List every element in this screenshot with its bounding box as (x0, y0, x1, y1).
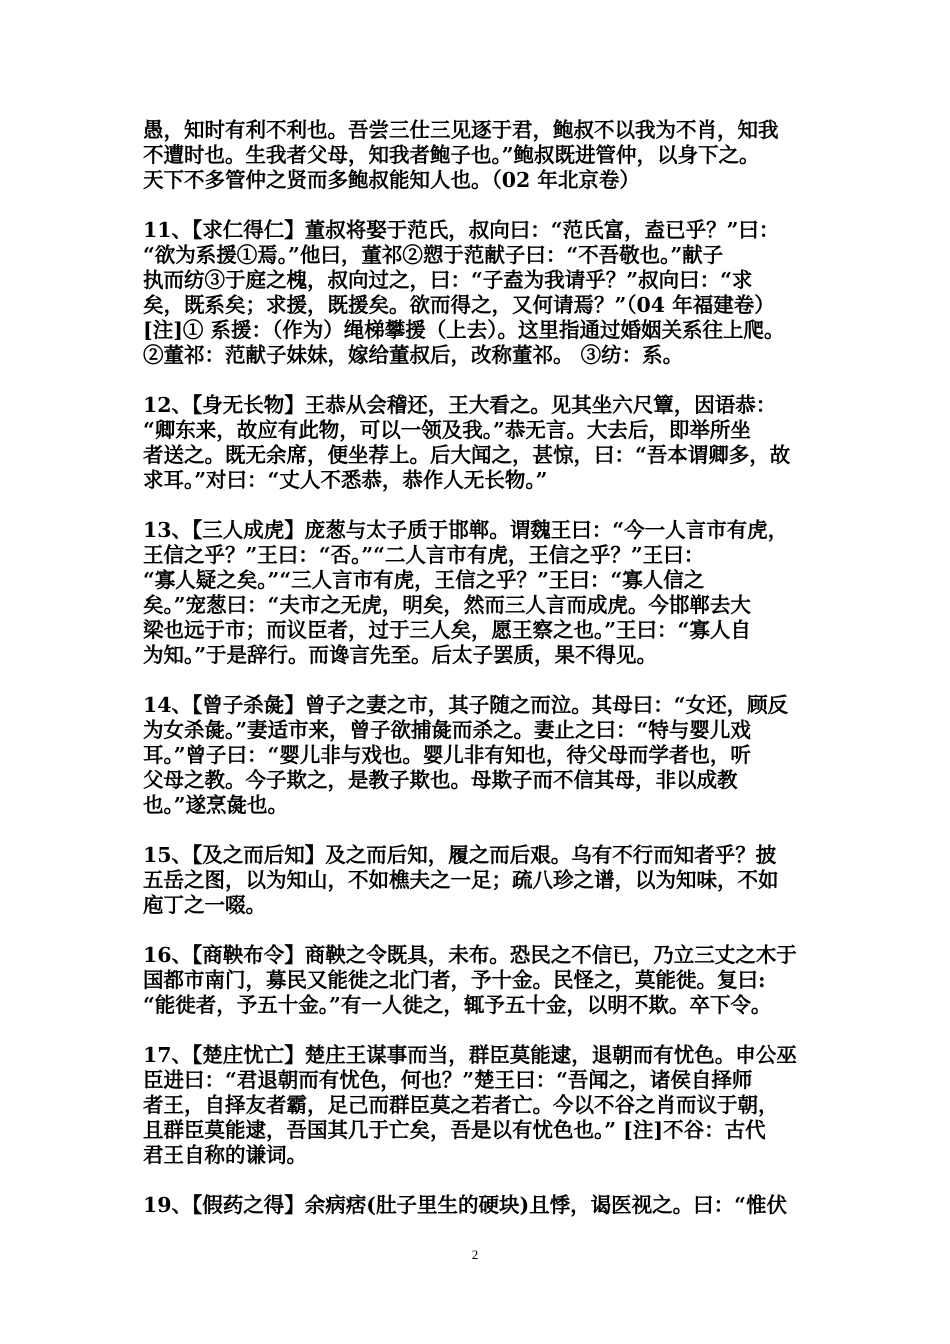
text-line: 16、【商鞅布令】商鞅之令既具，未布。恐民之不信已，乃立三丈之木于 (143, 943, 797, 967)
text-line: 者王，自择友者霸，足己而群臣莫之若者亡。今以不谷之肖而议于朝， (143, 1093, 779, 1117)
text-line: 为知。”于是辞行。而谗言先至。后太子罢质，果不得见。 (143, 643, 658, 667)
paragraph-p-11 (143, 218, 811, 368)
text-line: 12、【身无长物】王恭从会稽还，王大看之。见其坐六尺簟，因语恭： (143, 393, 777, 417)
text-line: 19、【假药之得】余病痞(肚子里生的硬块)且悸，谒医视之。曰：“惟伏 (143, 1193, 787, 1217)
text-line: 臣进曰：“君退朝而有忧色，何也？”楚王曰：“吾闻之，诸侯自择师 (143, 1068, 753, 1092)
text-line: 庖丁之一啜。 (143, 893, 266, 917)
text-line: 求耳。”对曰：“丈人不悉恭，恭作人无长物。” (143, 468, 548, 492)
paragraph-p-15 (143, 843, 811, 918)
text-line: 13、【三人成虎】庞葱与太子质于邯郸。谓魏王曰：“今一人言市有虎， (143, 518, 789, 542)
text-line: [注]① 系援：（作为）绳梯攀援（上去）。这里指通过婚姻关系往上爬。 (143, 318, 785, 342)
text-line: 天下不多管仲之贤而多鲍叔能知人也。（02 年北京卷） (143, 168, 640, 192)
text-line: “能徙者，予五十金。”有一人徙之，辄予五十金，以明不欺。卒下令。 (143, 993, 772, 1017)
text-line: 17、【楚庄忧亡】楚庄王谋事而当，群臣莫能逮，退朝而有忧色。申公巫 (143, 1043, 797, 1067)
text-line: 14、【曾子杀彘】曾子之妻之市，其子随之而泣。其母曰：“女还，顾反 (143, 693, 789, 717)
paragraph-p-19 (143, 1193, 811, 1218)
text-line: 也。”遂烹彘也。 (143, 793, 289, 817)
text-line: 矣。”宠葱曰：“夫市之无虎，明矣，然而三人言而成虎。今邯郸去大 (143, 593, 751, 617)
text-line: 15、【及之而后知】及之而后知，履之而后艰。乌有不行而知者乎？披 (143, 843, 777, 867)
text-line: 国都市南门，募民又能徙之北门者，予十金。民怪之，莫能徙。复曰: (143, 968, 766, 992)
paragraph-p-16 (143, 943, 811, 1018)
text-line: 者送之。既无余席，便坐荐上。后大闻之，甚惊，曰：“吾本谓卿多，故 (143, 443, 791, 467)
text-line: 父母之教。今子欺之，是教子欺也。母欺子而不信其母，非以成教 (143, 768, 738, 792)
text-line: 11、【求仁得仁】董叔将娶于范氏，叔向曰：“范氏富，盍已乎？”曰： (143, 218, 780, 242)
page-number: 2 (471, 1247, 479, 1262)
text-line: 不遭时也。生我者父母，知我者鲍子也。”鲍叔既进管仲，以身下之。 (143, 143, 760, 167)
paragraph-p-12 (143, 393, 811, 493)
paragraph-p-13 (143, 518, 811, 668)
text-line: 王信之乎？”王曰：“否。”“二人言市有虎，王信之乎？”王曰： (143, 543, 705, 567)
text-line: 且群臣莫能逮，吾国其几于亡矣，吾是以有忧色也。” [注]不谷：古代 (143, 1118, 766, 1142)
text-line: 梁也远于市；而议臣者，过于三人矣，愿王察之也。”王曰：“寡人自 (143, 618, 751, 642)
text-line: 执而纺③于庭之槐，叔向过之，曰：“子盍为我请乎？”叔向曰：“求 (143, 268, 753, 292)
text-line: “欲为系援①焉。”他曰，董祁②愬于范献子曰：“不吾敬也。”献子 (143, 243, 724, 267)
paragraph-p-14 (143, 693, 811, 818)
text-line: ②董祁：范献子妹妹，嫁给董叔后，改称董祁。 ③纺：系。 (143, 343, 684, 367)
text-line: 矣，既系矣；求援，既援矣。欲而得之，又何请焉？”（04 年福建卷） (143, 293, 775, 317)
document-page (143, 118, 811, 1243)
text-line: “寡人疑之矣。”“三人言市有虎，王信之乎？”王曰：“寡人信之 (143, 568, 705, 592)
text-line: 为女杀彘。”妻适市来，曾子欲捕彘而杀之。妻止之曰：“特与婴儿戏 (143, 718, 751, 742)
text-line: 君王自称的谦词。 (143, 1143, 307, 1167)
text-line: “卿东来，故应有此物，可以一领及我。”恭无言。大去后，即举所坐 (143, 418, 751, 442)
text-line: 耳。”曾子曰：“婴儿非与戏也。婴儿非有知也，待父母而学者也，听 (143, 743, 751, 767)
text-line: 五岳之图，以为知山，不如樵夫之一足；疏八珍之谱，以为知味，不如 (143, 868, 779, 892)
paragraph-p-17 (143, 1043, 811, 1168)
text-line: 愚，知时有利不利也。吾尝三仕三见逐于君，鲍叔不以我为不肖，知我 (143, 118, 779, 142)
paragraph-p-cont (143, 118, 811, 193)
